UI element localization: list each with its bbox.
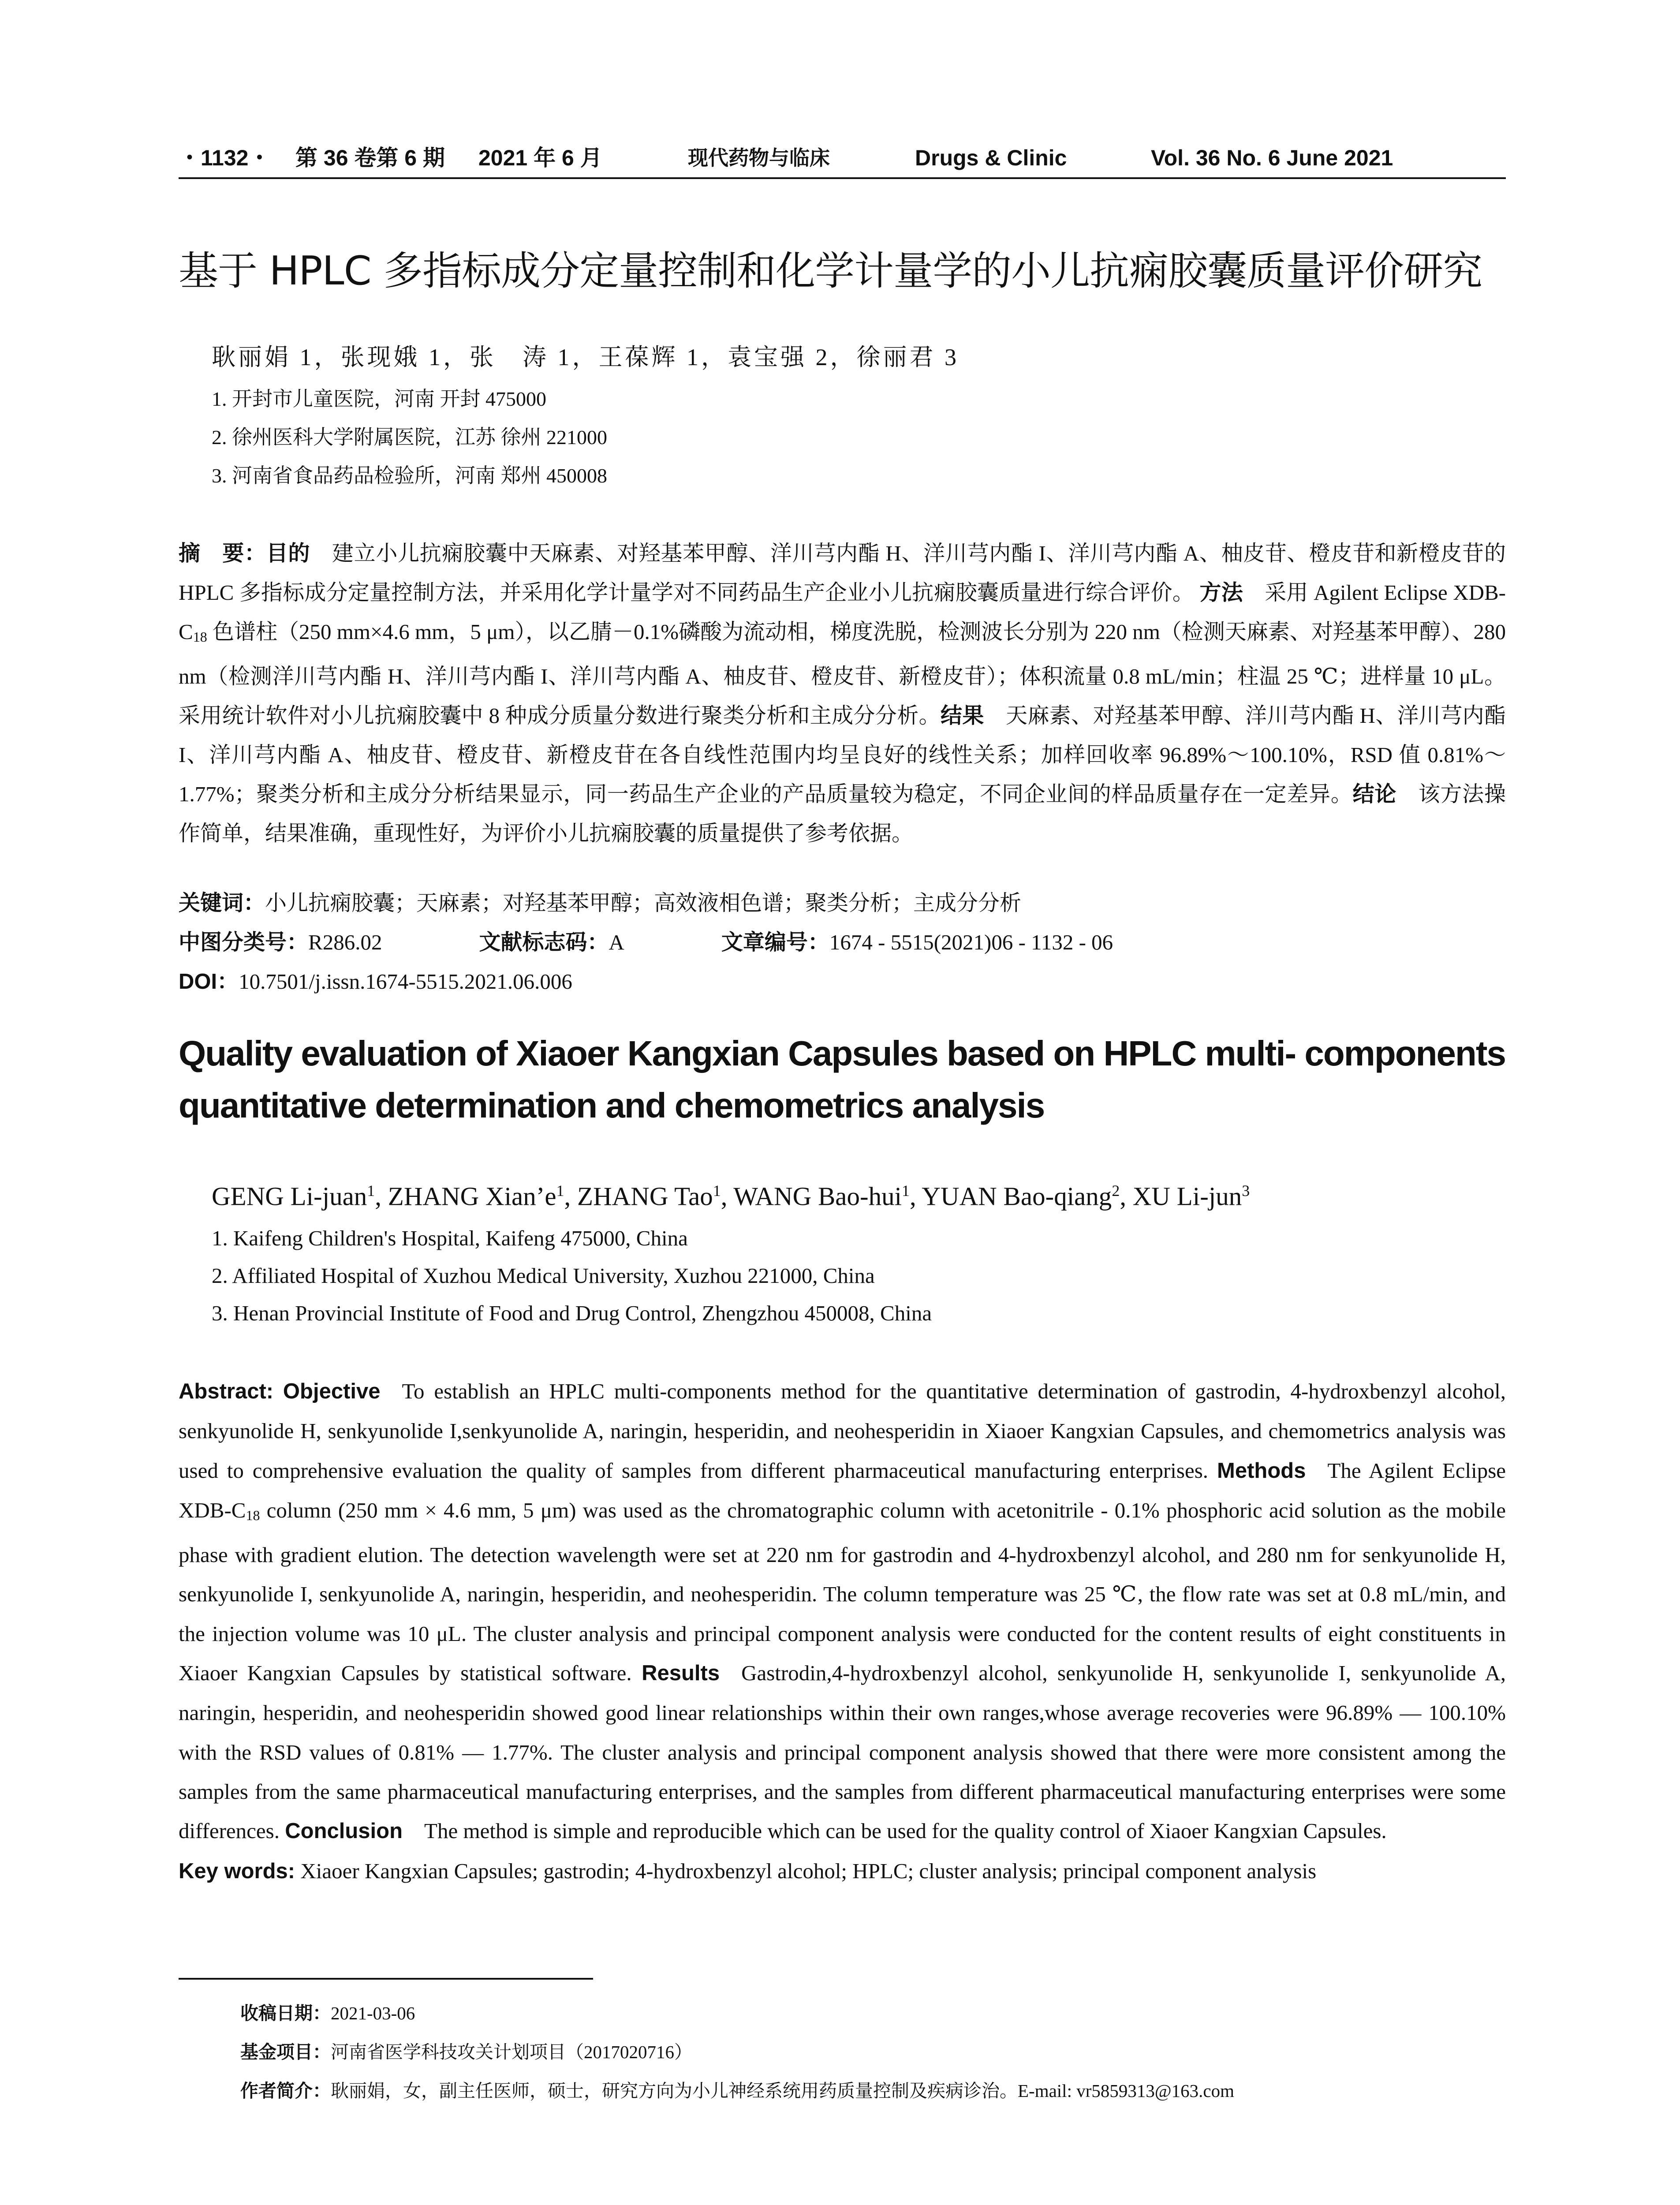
results-cn-label: 结果 — [940, 703, 984, 728]
methods-en-label: Methods — [1217, 1458, 1306, 1483]
keywords-en-label: Key words: — [179, 1859, 295, 1883]
author-en: ZHANG Tao — [577, 1181, 713, 1211]
footnote-fund — [240, 2037, 692, 2067]
article-no-value: 1674 - 5515(2021)06 - 1132 - 06 — [829, 930, 1113, 954]
conclusion-en-text: The method is simple and reproducible which can be used for the quality control of Xiaoer Kangxian Capsules. — [424, 1819, 1387, 1843]
author-bio-label: 作者简介： — [240, 2080, 331, 2101]
author-en: WANG Bao-hui — [733, 1181, 902, 1211]
doc-code-label: 文献标志码： — [479, 930, 609, 955]
clc-label: 中图分类号： — [179, 930, 309, 955]
fund-text: 河南省医学科技攻关计划项目（2017020716） — [331, 2042, 692, 2062]
title-en: Quality evaluation of Xiaoer Kangxian Capsules based on HPLC multi- components quantitative determination and chemometrics analysis — [179, 1034, 1505, 1125]
affiliation-en-2: 2. Affiliated Hospital of Xuzhou Medical University, Xuzhou 221000, China — [212, 1263, 875, 1288]
title-cn: 基于 HPLC 多指标成分定量控制和化学计量学的小儿抗痫胶囊质量评价研究 — [179, 248, 1482, 294]
authors-en: GENG Li-juan$^1$, ZHANG $Xian’e^1$, ZHANG Tao$^1$, WANG Bao-hui$^1$, YUAN Bao-qiang$^2$, XU Li-jun$^3$ — [212, 1181, 1250, 1211]
author-en: GENG Li-juan — [212, 1181, 367, 1211]
running-header — [179, 140, 1506, 176]
author-aff-mark: 3 — [1242, 1182, 1250, 1200]
author-aff-mark: 2 — [1112, 1182, 1120, 1200]
objective-en-text: To establish an HPLC multi-components method for the quantitative determination of gastrodin, 4-hydroxbenzyl alcohol, senkyunolide H, senkyunolide I,senkyunolide A, naringin, hesperidin, and neohesperidin in Xiaoer Kangxian Capsules, and chemometrics analysis was used to comprehensive evaluation the quality of samples from different pharmaceutical manufacturing enterprises. — [179, 1379, 1506, 1483]
footnote-received — [240, 1998, 415, 2029]
doi-label: DOI： — [179, 970, 239, 994]
conclusion-cn-label: 结论 — [1352, 781, 1397, 807]
affiliation-cn-3: 3. 河南省食品药品检验所，河南 郑州 450008 — [212, 464, 607, 487]
methods-cn-text-a: 采用 Agilent Eclipse XDB-C — [179, 580, 1506, 644]
objective-cn-text: 建立小儿抗痫胶囊中天麻素、对羟基苯甲醇、洋川芎内酯 H、洋川芎内酯 I、洋川芎内酯 A、柚皮苷、橙皮苷和新橙皮苷的 HPLC 多指标成分定量控制方法，并采用化学计量学对不同药品生产企业小儿抗痫胶囊质量进行综合评价。 — [179, 541, 1506, 605]
abstract-cn-label: 摘 要： — [179, 541, 266, 566]
affiliation-cn-1: 1. 开封市儿童医院，河南 开封 475000 — [212, 388, 546, 410]
header-rule — [179, 177, 1506, 179]
results-cn-text: 天麻素、对羟基苯甲醇、洋川芎内酯 H、洋川芎内酯 I、洋川芎内酯 A、柚皮苷、橙皮苷、新橙皮苷在各自线性范围内均呈良好的线性关系；加样回收率 96.89%～100.10%，RSD 值 0.81%～1.77%；聚类分析和主成分分析结果显示，同一药品生产企业的产品质量较为稳定，不同企业间的样品质量存在一定差异。 — [179, 703, 1506, 806]
author-aff-mark: 1 — [902, 1182, 910, 1200]
keywords-en-text: Xiaoer Kangxian Capsules; gastrodin; 4-hydroxbenzyl alcohol; HPLC; cluster analysis; principal component analysis — [300, 1858, 1317, 1883]
journal-name-cn: 现代药物与临床 — [688, 146, 830, 170]
methods-cn-text-b: 色谱柱（250 mm×4.6 mm，5 μm），以乙腈－0.1%磷酸为流动相，梯度洗脱，检测波长分别为 220 nm（检测天麻素、对羟基苯甲醇）、280 nm（检测洋川芎内酯 H、洋川芎内酯 I、洋川芎内酯 A、柚皮苷、橙皮苷、新橙皮苷）；体积流量 0.8 mL/min；柱温 25 ℃；进样量 10 μL。采用统计软件对小儿抗痫胶囊中 8 种成分质量分数进行聚类分析和主成分分析。 — [179, 620, 1506, 728]
author-aff-mark: 1 — [713, 1182, 721, 1200]
results-en-text: Gastrodin,4-hydroxbenzyl alcohol, senkyunolide H, senkyunolide I, senkyunolide A, naringin, hesperidin, and neohesperidin showed good linear relationships within their own ranges,whose average recoveries were 96.89% — 100.10% with the RSD values of 0.81% — 1.77%. The cluster analysis and principal component analysis showed that there were more consistent among the samples from the same pharmaceutical manufacturing enterprises, and the samples from different pharmaceutical manufacturing enterprises were some differences. — [179, 1661, 1506, 1843]
author-en: ZHANG Xian’e — [388, 1181, 556, 1211]
keywords-cn-text: 小儿抗痫胶囊；天麻素；对羟基苯甲醇；高效液相色谱；聚类分析；主成分分析 — [265, 891, 1022, 915]
classification-line — [179, 925, 1113, 960]
authors-cn: 耿丽娟 1，张现娥 1，张 涛 1，王葆辉 1，袁宝强 2，徐丽君 3 — [212, 344, 959, 370]
methods-cn-subscript: 18 — [193, 629, 207, 645]
journal-name-en: Drugs & Clinic — [915, 146, 1067, 170]
conclusion-cn-text: 该方法操作简单，结果准确，重现性好，为评价小儿抗痫胶囊的质量提供了参考依据。 — [179, 782, 1506, 845]
results-en-label: Results — [642, 1661, 720, 1686]
abstract-cn — [179, 534, 1506, 853]
keywords-cn — [179, 886, 1021, 921]
author-aff-mark: 1 — [556, 1182, 564, 1200]
volume-cn: 第 36 卷第 6 期 — [295, 146, 445, 170]
conclusion-en-label: Conclusion — [285, 1819, 403, 1843]
affiliation-en-1: 1. Kaifeng Children's Hospital, Kaifeng 475000, China — [212, 1226, 688, 1250]
objective-cn-label: 目的 — [266, 541, 310, 566]
author-aff-mark: 1 — [367, 1182, 375, 1200]
objective-en-label: Objective — [283, 1379, 381, 1403]
methods-en-text-b: column (250 mm × 4.6 mm, 5 μm) was used as the chromatographic column with acetonitrile - 0.1% phosphoric acid solution as the mobile phase with gradient elution. The detection wavelength were set at 220 nm for gastrodin and 4-hydroxbenzyl alcohol, and 280 nm for senkyunolide H, senkyunolide I, senkyunolide A, naringin, hesperidin, and neohesperidin. The column temperature was 25 ℃, the flow rate was set at 0.8 mL/min, and the injection volume was 10 μL. The cluster analysis and principal component analysis were conducted for the content results of eight constituents in Xiaoer Kangxian Capsules by statistical software. — [179, 1498, 1506, 1686]
author-en: YUAN Bao-qiang — [922, 1181, 1112, 1211]
doi-value: 10.7501/j.issn.1674-5515.2021.06.006 — [239, 969, 572, 994]
abstract-en — [179, 1372, 1506, 1891]
volume-en: Vol. 36 No. 6 June 2021 — [1151, 146, 1393, 170]
article-no-label: 文章编号： — [721, 930, 829, 955]
doc-code-value: A — [609, 930, 624, 954]
abstract-en-label: Abstract: — [179, 1379, 274, 1403]
author-en: XU Li-jun — [1132, 1181, 1242, 1211]
received-label: 收稿日期： — [240, 2003, 331, 2024]
affiliation-en-3: 3. Henan Provincial Institute of Food and Drug Control, Zhengzhou 450008, China — [212, 1301, 932, 1325]
methods-cn-label: 方法 — [1199, 580, 1243, 605]
footnote-author — [240, 2075, 1234, 2106]
footnote-rule — [179, 1978, 593, 1980]
doi-line — [179, 964, 572, 999]
received-date: 2021-03-06 — [331, 2003, 415, 2023]
clc-value: R286.02 — [308, 930, 382, 954]
keywords-cn-label: 关键词： — [179, 890, 265, 916]
methods-en-subscript: 18 — [246, 1507, 260, 1523]
affiliation-cn-2: 2. 徐州医科大学附属医院，江苏 徐州 221000 — [212, 426, 607, 448]
methods-en-text-a: The Agilent Eclipse XDB-C — [179, 1458, 1506, 1522]
fund-label: 基金项目： — [240, 2041, 331, 2063]
date-cn: 2021 年 6 月 — [478, 146, 602, 170]
page-number: ・1132・ — [179, 146, 271, 170]
author-bio-text: 耿丽娟，女，副主任医师，硕士，研究方向为小儿神经系统用药质量控制及疾病诊治。E-mail: vr5859313@163.com — [331, 2081, 1234, 2101]
